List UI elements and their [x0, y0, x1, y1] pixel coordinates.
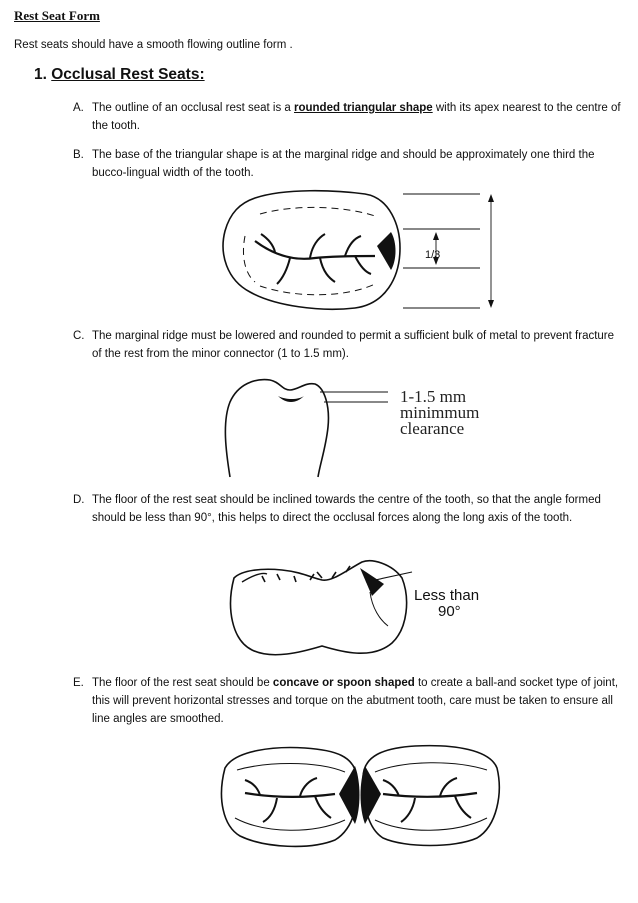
rest-seat-triangle [377, 232, 396, 270]
item-letter: C. [73, 330, 85, 342]
item-emphasis: rounded triangular shape [294, 102, 433, 114]
list-item-e [73, 674, 621, 728]
fig2-line1: 1-1.5 mm [400, 387, 467, 406]
item-body [92, 99, 621, 135]
item-body: The base of the triangular shape is at the marginal ridge and should be approximately one third the bucco-lingual width of the tooth. [92, 149, 595, 179]
rest-seat-right [361, 766, 382, 824]
item-body: The marginal ridge must be lowered and rounded to permit a sufficient bulk of metal to prevent fracture of the rest from the minor connector (1 to 1.5 mm). [92, 330, 615, 360]
fig1-label: 1/3 [425, 249, 441, 261]
intro-text: Rest seats should have a smooth flowing outline form . [14, 39, 293, 51]
item-body: The floor of the rest seat should be inclined towards the centre of the tooth, so that the angle formed should be less than 90°, this helps to direct the occlusal forces along the long axis of the tooth. [92, 494, 601, 524]
item-body [92, 674, 621, 728]
list-item-d [73, 491, 621, 527]
item-letter: D. [73, 494, 85, 506]
fig3-line1: Less than [414, 587, 480, 604]
item-letter: B. [73, 149, 84, 161]
angle-figure [222, 548, 512, 668]
inclined-rest-seat [360, 568, 384, 596]
clearance-figure [220, 372, 520, 482]
section-heading [34, 66, 205, 84]
section-title: Occlusal Rest Seats: [51, 66, 205, 83]
item-text: The floor of the rest seat should be [92, 677, 273, 689]
item-letter: A. [73, 102, 84, 114]
fig3-line2: 90° [438, 603, 461, 620]
rest-seat-left [339, 766, 360, 824]
list-item-b [73, 146, 621, 182]
item-text: The outline of an occlusal rest seat is a [92, 102, 294, 114]
item-emphasis: concave or spoon shaped [272, 677, 415, 689]
fig2-line3: clearance [400, 419, 465, 438]
list-item-c [73, 327, 621, 363]
item-text-end: to create a ball-and socket type of joint, this will prevent horizontal stresses and torque on the abutment tooth, care must be taken to ensure all line angles are smoothed. [92, 677, 619, 725]
list-item-a [73, 99, 621, 135]
rest-crevice [278, 396, 304, 402]
occlusal-outline-figure [215, 186, 515, 316]
page-title: Rest Seat Form [14, 8, 100, 23]
spoon-shaped-rest-figure [215, 738, 505, 848]
item-text-end: with its apex nearest to the centre of the tooth. [92, 102, 621, 132]
section-number: 1. [34, 66, 47, 83]
fig2-line2: minimmum [400, 403, 480, 422]
item-letter: E. [73, 677, 84, 689]
